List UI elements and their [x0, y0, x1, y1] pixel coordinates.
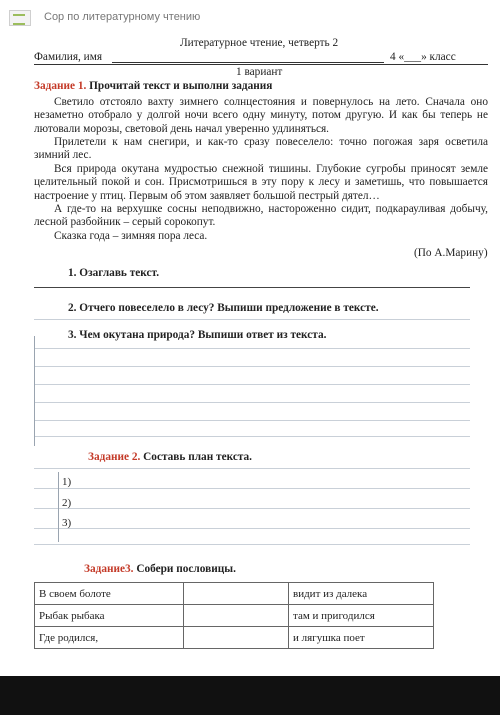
paragraph-5: Сказка года – зимняя пора леса. — [54, 230, 208, 242]
task1-instruction: Прочитай текст и выполни задания — [89, 80, 273, 92]
question-2: 2. Отчего повеселело в лесу? Выпиши предложение в тексте. — [68, 302, 379, 314]
proverb-gap[interactable] — [184, 627, 289, 649]
document-title: Сор по литературному чтению — [44, 11, 201, 23]
task3-title — [84, 562, 236, 576]
answer-line-3a[interactable] — [34, 348, 470, 349]
answer-line-3b[interactable] — [34, 366, 470, 367]
task2-title — [88, 450, 252, 464]
paragraph-1: Светило отстояло вахту зимнего солнцестояния и повернулось на лето. Сначала оно незаметно отобрало у долгой ночи всего одну минуту, потом другую. И как бы теперь не лютовали морозы, световой день начал уверенно удлиняться. — [34, 96, 488, 135]
proverb-end[interactable]: там и пригодился — [289, 605, 434, 627]
plan-line-4[interactable] — [34, 544, 470, 545]
task3-number: Задание3. — [84, 563, 134, 575]
plan-line-top — [34, 468, 470, 469]
plan-item-3: 3) — [62, 517, 72, 529]
question-3: 3. Чем окутана природа? Выпиши ответ из текста. — [68, 329, 327, 341]
answer-line-3e[interactable] — [34, 420, 470, 421]
task3-instruction: Собери пословицы. — [136, 563, 236, 575]
task1-number: Задание 1. — [34, 80, 87, 92]
name-underline — [112, 62, 384, 63]
proverb-end[interactable]: и лягушка поет — [289, 627, 434, 649]
task2-number: Задание 2. — [88, 451, 141, 463]
sheet-heading: Литературное чтение, четверть 2 — [180, 37, 339, 49]
app-header — [0, 0, 500, 37]
task2-instruction: Составь план текста. — [143, 451, 252, 463]
answer-line-1[interactable] — [34, 287, 470, 288]
plan-line-3[interactable] — [34, 528, 470, 529]
proverb-gap[interactable] — [184, 583, 289, 605]
plan-item-2: 2) — [62, 497, 72, 509]
proverbs-table — [34, 582, 434, 649]
table-row — [35, 583, 434, 605]
plan-line-1[interactable] — [34, 488, 470, 489]
proverb-start[interactable]: Рыбак рыбака — [35, 605, 184, 627]
proverb-start[interactable]: В своем болоте — [35, 583, 184, 605]
proverb-gap[interactable] — [184, 605, 289, 627]
plan-line-2[interactable] — [34, 508, 470, 509]
name-label: Фамилия, имя — [34, 51, 103, 63]
class-label: 4 «___» класс — [390, 51, 456, 63]
table-row — [35, 627, 434, 649]
proverb-end[interactable]: видит из далека — [289, 583, 434, 605]
answer-line-3f[interactable] — [34, 436, 470, 437]
plan-item-1: 1) — [62, 476, 72, 488]
proverb-start[interactable]: Где родился, — [35, 627, 184, 649]
answer-line-3d[interactable] — [34, 402, 470, 403]
paragraph-4: А где-то на верхушке сосны неподвижно, настороженно сидит, подкарауливая добычу, лесной разбойник – серый сорокопут. — [34, 203, 488, 229]
table-row — [35, 605, 434, 627]
paragraph-2: Прилетели к нам снегири, и как-то сразу повеселело: точно погожая заря осветила зимний лес. — [34, 136, 488, 162]
answer-line-2[interactable] — [34, 319, 470, 320]
logo-icon — [9, 10, 31, 26]
black-bottom-bar — [0, 676, 500, 715]
author-credit: (По А.Марину) — [414, 247, 488, 259]
margin-line — [34, 336, 35, 446]
answer-line-3c[interactable] — [34, 384, 470, 385]
question-1: 1. Озаглавь текст. — [68, 267, 160, 279]
plan-margin-line — [58, 472, 59, 542]
variant-label: 1 вариант — [236, 66, 283, 78]
worksheet-page — [0, 36, 500, 676]
paragraph-3: Вся природа окутана мудростью снежной тишины. Глубокие сугробы приносят земле целительный покой и сон. Присмотришься в эту пору к лесу и заметишь, что повышается настроение у птиц. Первым об этом заявляет большой пестрый дятел… — [34, 163, 488, 202]
task1-title — [34, 79, 272, 93]
